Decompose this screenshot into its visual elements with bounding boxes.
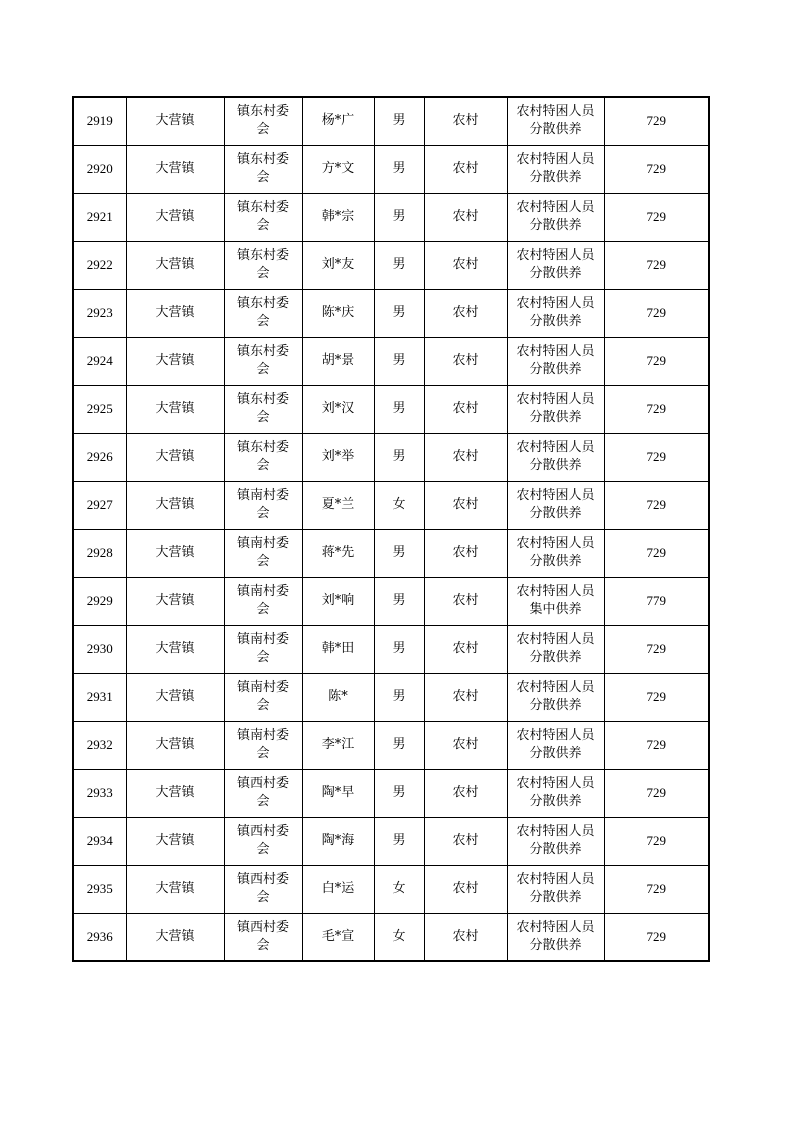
cell-name: 方*文 [302,145,374,193]
cell-name: 韩*宗 [302,193,374,241]
cell-village [224,625,302,673]
cell-category [507,817,604,865]
table-row [73,865,709,913]
cell-village-text: 镇西村委会 [236,824,289,857]
cell-area: 农村 [424,337,507,385]
cell-village-text: 镇东村委会 [236,296,289,329]
cell-category [507,625,604,673]
cell-village-text: 镇南村委会 [236,584,289,617]
cell-town: 大营镇 [126,625,224,673]
cell-area: 农村 [424,721,507,769]
cell-category [507,913,604,961]
table-row [73,145,709,193]
cell-village [224,241,302,289]
cell-gender: 男 [374,385,424,433]
cell-gender: 男 [374,673,424,721]
cell-amount: 729 [604,529,709,577]
cell-name: 刘*友 [302,241,374,289]
cell-town: 大营镇 [126,817,224,865]
cell-category-text: 农村特困人员分散供养 [516,776,595,809]
cell-category [507,193,604,241]
cell-name: 刘*响 [302,577,374,625]
cell-number: 2935 [73,865,126,913]
cell-name: 杨*广 [302,97,374,145]
table-row [73,913,709,961]
cell-gender: 男 [374,817,424,865]
cell-town: 大营镇 [126,433,224,481]
cell-gender: 男 [374,625,424,673]
cell-amount: 729 [604,913,709,961]
cell-category [507,481,604,529]
cell-name: 陶*海 [302,817,374,865]
cell-category-text: 农村特困人员分散供养 [516,296,595,329]
cell-town: 大营镇 [126,337,224,385]
cell-village [224,769,302,817]
beneficiary-table [72,96,710,962]
cell-category-text: 农村特困人员分散供养 [516,440,595,473]
table-row [73,289,709,337]
cell-area: 农村 [424,817,507,865]
cell-village-text: 镇东村委会 [236,104,289,138]
cell-area: 农村 [424,481,507,529]
table-row [73,97,709,145]
cell-number: 2920 [73,145,126,193]
cell-name: 胡*景 [302,337,374,385]
cell-town: 大营镇 [126,145,224,193]
cell-gender: 男 [374,769,424,817]
cell-category-text: 农村特困人员分散供养 [516,824,595,857]
cell-gender: 男 [374,145,424,193]
cell-number: 2933 [73,769,126,817]
cell-amount: 779 [604,577,709,625]
cell-category-text: 农村特困人员分散供养 [516,152,595,185]
cell-area: 农村 [424,289,507,337]
table-row [73,193,709,241]
cell-town: 大营镇 [126,769,224,817]
cell-category [507,865,604,913]
cell-category-text: 农村特困人员分散供养 [516,392,595,425]
cell-number: 2928 [73,529,126,577]
cell-category-text: 农村特困人员分散供养 [516,728,595,761]
cell-village-text: 镇西村委会 [236,776,289,809]
cell-village-text: 镇南村委会 [236,632,289,665]
cell-area: 农村 [424,769,507,817]
cell-category-text: 农村特困人员分散供养 [516,680,595,713]
cell-number: 2925 [73,385,126,433]
cell-village [224,385,302,433]
cell-name: 夏*兰 [302,481,374,529]
cell-category [507,529,604,577]
cell-village [224,817,302,865]
cell-category [507,145,604,193]
cell-category-text: 农村特困人员分散供养 [516,632,595,665]
table-row [73,577,709,625]
cell-amount: 729 [604,817,709,865]
table-row [73,769,709,817]
cell-category [507,433,604,481]
cell-number: 2927 [73,481,126,529]
cell-name: 蒋*先 [302,529,374,577]
cell-category-text: 农村特困人员分散供养 [516,248,595,281]
cell-amount: 729 [604,97,709,145]
cell-area: 农村 [424,529,507,577]
cell-number: 2923 [73,289,126,337]
cell-village-text: 镇东村委会 [236,200,289,233]
cell-village [224,97,302,145]
cell-number: 2921 [73,193,126,241]
cell-area: 农村 [424,145,507,193]
cell-number: 2929 [73,577,126,625]
cell-village [224,577,302,625]
cell-village-text: 镇东村委会 [236,344,289,377]
cell-amount: 729 [604,769,709,817]
table-row [73,673,709,721]
cell-amount: 729 [604,625,709,673]
cell-category-text: 农村特困人员集中供养 [516,584,595,617]
cell-village-text: 镇南村委会 [236,536,289,569]
cell-village [224,289,302,337]
cell-amount: 729 [604,385,709,433]
cell-number: 2926 [73,433,126,481]
cell-town: 大营镇 [126,913,224,961]
cell-amount: 729 [604,673,709,721]
cell-category [507,241,604,289]
cell-gender: 男 [374,529,424,577]
cell-amount: 729 [604,337,709,385]
cell-category [507,385,604,433]
cell-village [224,145,302,193]
cell-gender: 男 [374,337,424,385]
cell-name: 白*运 [302,865,374,913]
table-row [73,481,709,529]
cell-town: 大营镇 [126,241,224,289]
cell-area: 农村 [424,577,507,625]
cell-number: 2932 [73,721,126,769]
cell-category [507,769,604,817]
cell-name: 李*江 [302,721,374,769]
cell-gender: 女 [374,913,424,961]
cell-amount: 729 [604,289,709,337]
cell-town: 大营镇 [126,865,224,913]
table-row [73,433,709,481]
cell-gender: 男 [374,193,424,241]
cell-category [507,673,604,721]
cell-area: 农村 [424,625,507,673]
cell-name: 刘*汉 [302,385,374,433]
cell-gender: 男 [374,241,424,289]
cell-gender: 女 [374,481,424,529]
cell-number: 2930 [73,625,126,673]
cell-area: 农村 [424,97,507,145]
cell-village [224,337,302,385]
cell-village-text: 镇东村委会 [236,152,289,185]
cell-number: 2919 [73,97,126,145]
cell-village-text: 镇东村委会 [236,392,289,425]
cell-village [224,529,302,577]
cell-name: 陈* [302,673,374,721]
cell-area: 农村 [424,913,507,961]
table-row [73,241,709,289]
cell-area: 农村 [424,865,507,913]
cell-category [507,577,604,625]
cell-village [224,673,302,721]
table-row [73,817,709,865]
cell-town: 大营镇 [126,289,224,337]
cell-name: 毛*宣 [302,913,374,961]
cell-number: 2922 [73,241,126,289]
cell-amount: 729 [604,865,709,913]
cell-category-text: 农村特困人员分散供养 [516,919,595,953]
cell-category-text: 农村特困人员分散供养 [516,104,595,138]
cell-category-text: 农村特困人员分散供养 [516,200,595,233]
table-row [73,385,709,433]
cell-amount: 729 [604,193,709,241]
table-row [73,721,709,769]
cell-village-text: 镇东村委会 [236,440,289,473]
cell-town: 大营镇 [126,481,224,529]
cell-town: 大营镇 [126,97,224,145]
cell-village [224,913,302,961]
cell-area: 农村 [424,241,507,289]
cell-area: 农村 [424,193,507,241]
cell-amount: 729 [604,433,709,481]
table-row [73,337,709,385]
cell-village-text: 镇南村委会 [236,488,289,521]
cell-category [507,289,604,337]
cell-town: 大营镇 [126,385,224,433]
cell-town: 大营镇 [126,193,224,241]
cell-village [224,433,302,481]
cell-amount: 729 [604,145,709,193]
cell-village-text: 镇西村委会 [236,872,289,905]
cell-town: 大营镇 [126,673,224,721]
cell-category [507,97,604,145]
cell-village-text: 镇东村委会 [236,248,289,281]
cell-gender: 男 [374,721,424,769]
cell-category-text: 农村特困人员分散供养 [516,872,595,905]
cell-category-text: 农村特困人员分散供养 [516,344,595,377]
cell-town: 大营镇 [126,577,224,625]
cell-number: 2924 [73,337,126,385]
cell-category-text: 农村特困人员分散供养 [516,488,595,521]
cell-town: 大营镇 [126,721,224,769]
cell-gender: 男 [374,577,424,625]
cell-village-text: 镇南村委会 [236,680,289,713]
cell-village [224,721,302,769]
cell-number: 2936 [73,913,126,961]
cell-name: 刘*举 [302,433,374,481]
cell-village-text: 镇西村委会 [236,919,289,953]
cell-category-text: 农村特困人员分散供养 [516,536,595,569]
cell-gender: 男 [374,97,424,145]
cell-village [224,865,302,913]
cell-town: 大营镇 [126,529,224,577]
cell-number: 2931 [73,673,126,721]
cell-amount: 729 [604,241,709,289]
cell-area: 农村 [424,673,507,721]
cell-gender: 女 [374,865,424,913]
cell-village [224,193,302,241]
cell-area: 农村 [424,433,507,481]
cell-name: 陶*早 [302,769,374,817]
cell-category [507,337,604,385]
cell-village-text: 镇南村委会 [236,728,289,761]
cell-area: 农村 [424,385,507,433]
cell-name: 陈*庆 [302,289,374,337]
cell-category [507,721,604,769]
table-row [73,529,709,577]
table-row [73,625,709,673]
cell-name: 韩*田 [302,625,374,673]
cell-amount: 729 [604,721,709,769]
cell-gender: 男 [374,289,424,337]
cell-number: 2934 [73,817,126,865]
cell-amount: 729 [604,481,709,529]
table-body [73,97,709,961]
cell-village [224,481,302,529]
cell-gender: 男 [374,433,424,481]
